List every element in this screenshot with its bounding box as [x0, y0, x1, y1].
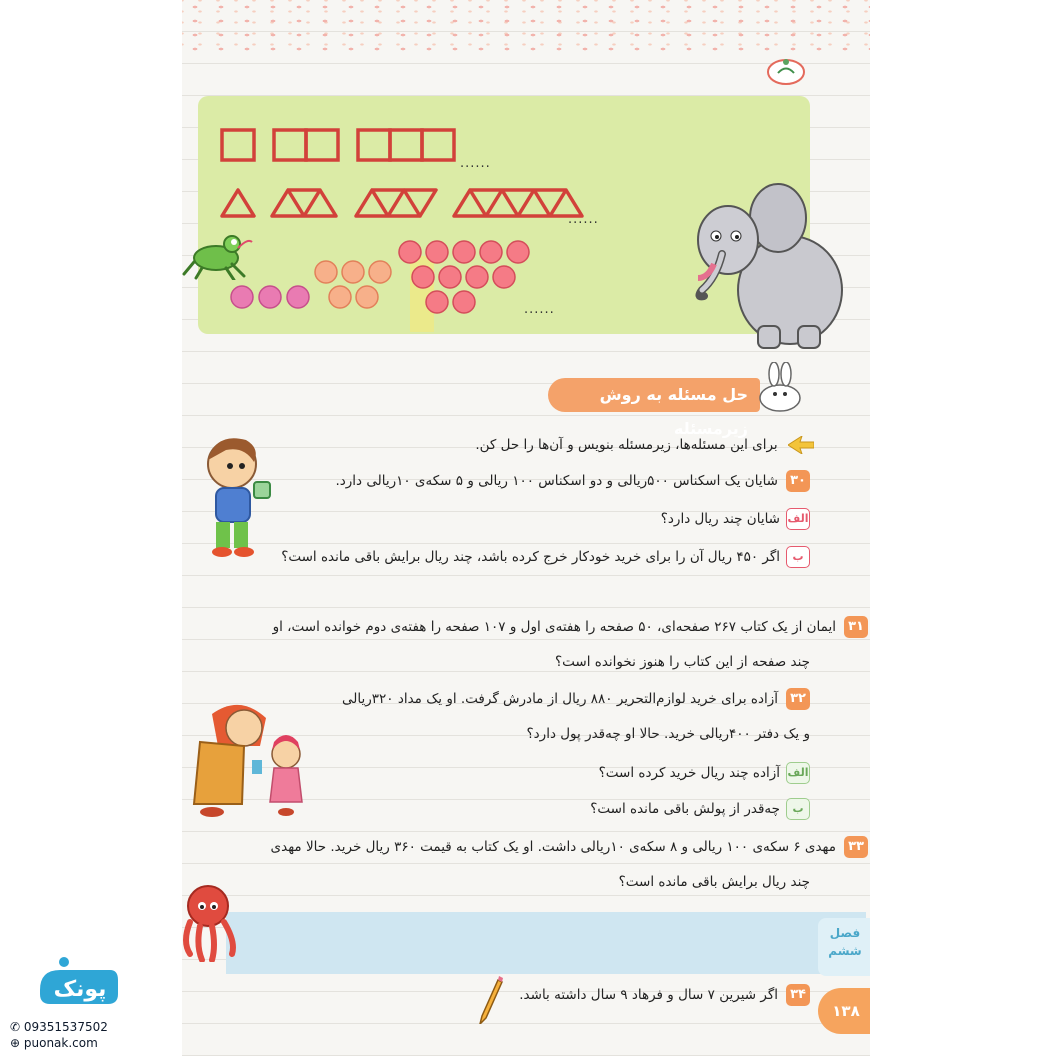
page-number: ۱۳۸ — [818, 988, 870, 1034]
question-32-part-a — [599, 762, 810, 784]
part-label: الف — [786, 762, 810, 784]
ellipsis-row2: ...... — [568, 212, 599, 227]
question-number: ۳۰ — [786, 470, 810, 492]
octopus-illustration — [182, 882, 240, 962]
brand-badge-icon — [764, 56, 808, 86]
question-32-part-b — [590, 798, 810, 820]
chapter-label: فصل — [829, 926, 861, 940]
part-text: اگر ۴۵۰ ریال آن را برای خرید خودکار خرج کرده باشد، چند ریال برایش باقی مانده است؟ — [281, 549, 780, 565]
square-pattern-row — [222, 130, 454, 160]
question-number: ۳۲ — [786, 688, 810, 710]
question-text: و یک دفتر ۴۰۰ریالی خرید. حالا او چه‌قدر پول دارد؟ — [526, 726, 810, 742]
instruction-text: برای این مسئله‌ها، زیرمسئله بنویس و آن‌ها را حل کن. — [475, 437, 778, 453]
chapter-name: ششم — [828, 944, 862, 958]
watermark-phone: ✆ 09351537502 — [10, 1020, 108, 1034]
triangle-pattern-row — [222, 190, 582, 216]
question-text: شایان یک اسکناس ۵۰۰ریالی و دو اسکناس ۱۰۰ ریالی و ۵ سکه‌ی ۱۰ریالی دارد. — [335, 473, 778, 489]
part-label: الف — [786, 508, 810, 530]
puonak-logo-icon — [30, 950, 122, 1010]
question-text: ایمان از یک کتاب ۲۶۷ صفحه‌ای، ۵۰ صفحه را هفته‌ی اول و ۱۰۷ صفحه را هفته‌ی دوم خوانده است، او — [272, 619, 836, 635]
question-32-line2 — [527, 726, 811, 742]
question-30-line1 — [335, 470, 810, 492]
chapter-band — [226, 912, 866, 974]
question-text: چند صفحه از این کتاب را هنوز نخوانده است؟ — [554, 654, 810, 670]
textbook-page — [182, 0, 870, 1056]
section-title: حل مسئله به روش زیرمسئله — [548, 378, 760, 412]
dotted-header-decoration — [182, 0, 870, 52]
ellipsis-row3: ...... — [524, 302, 555, 317]
pencil-icon — [478, 976, 504, 1024]
mother-and-girl-illustration — [182, 694, 308, 822]
frog-illustration — [182, 228, 254, 280]
question-30-part-a — [661, 508, 810, 530]
question-number: ۳۱ — [844, 616, 868, 638]
question-31-line2 — [555, 654, 810, 670]
part-label: ب — [786, 798, 810, 820]
question-34-line1 — [519, 984, 810, 1006]
question-number: ۳۴ — [786, 984, 810, 1006]
watermark-site: ⊕ puonak.com — [10, 1036, 98, 1050]
ellipsis-row1: ...... — [460, 156, 491, 171]
rabbit-icon — [750, 362, 808, 414]
question-text: اگر شیرین ۷ سال و فرهاد ۹ سال داشته باشد. — [519, 987, 778, 1003]
question-text: چند ریال برایش باقی مانده است؟ — [618, 874, 810, 890]
question-number: ۳۳ — [844, 836, 868, 858]
question-text: آزاده برای خرید لوازم‌التحریر ۸۸۰ ریال از مادرش گرفت. او یک مداد ۳۲۰ریالی — [342, 691, 778, 707]
part-label: ب — [786, 546, 810, 568]
question-30-part-b — [281, 546, 810, 568]
phone-text: 09351537502 — [23, 1020, 108, 1034]
circle-pattern-row — [231, 241, 529, 332]
site-text: puonak.com — [23, 1036, 98, 1050]
question-text: مهدی ۶ سکه‌ی ۱۰۰ ریالی و ۸ سکه‌ی ۱۰ریالی داشت. او یک کتاب به قیمت ۳۶۰ ریال خرید. حالا مهدی — [270, 839, 836, 855]
part-text: چه‌قدر از پولش باقی مانده است؟ — [590, 801, 780, 817]
instruction-line — [475, 436, 814, 454]
question-32-line1 — [342, 688, 810, 710]
question-33-line2 — [619, 874, 810, 890]
watermark-logo — [10, 950, 122, 1050]
question-31-line1 — [273, 616, 868, 638]
part-text: آزاده چند ریال خرید کرده است؟ — [598, 765, 780, 781]
logo-text: پونک — [53, 977, 107, 1002]
arrow-left-icon — [788, 436, 814, 454]
chapter-tab — [818, 918, 870, 976]
part-text: شایان چند ریال دارد؟ — [660, 511, 780, 527]
boy-illustration — [196, 432, 276, 560]
elephant-illustration — [680, 178, 850, 354]
question-33-line1 — [271, 836, 868, 858]
